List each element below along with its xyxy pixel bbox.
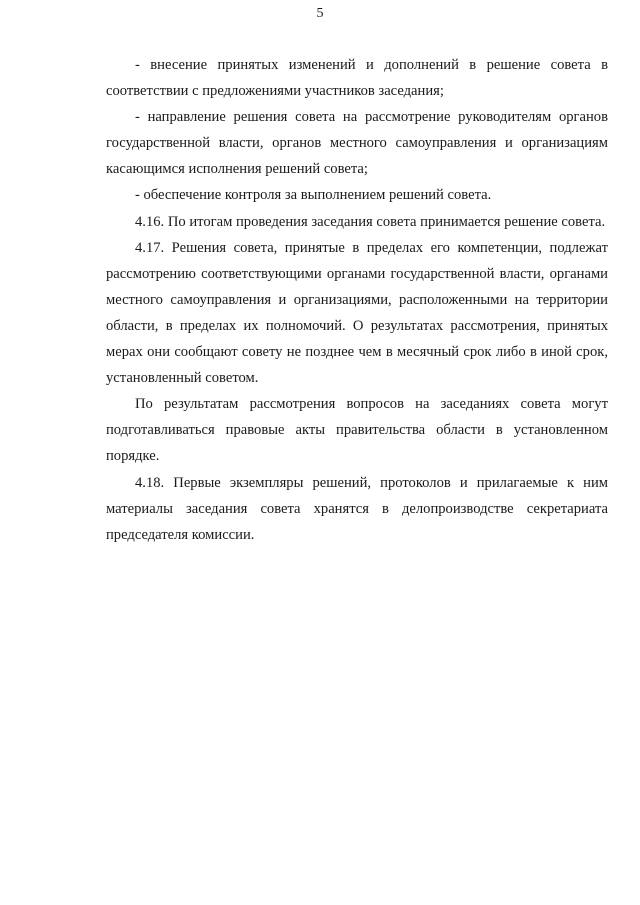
paragraph-4-16: 4.16. По итогам проведения заседания совета принимается решение совета. xyxy=(135,213,606,230)
paragraph-amendments: - внесение принятых изменений и дополнений в решение совета в соответствии с предложениями участников заседания; xyxy=(106,57,608,100)
paragraph-referral: - направление решения совета на рассмотрение руководителям органов государственной власти, органов местного самоуправления и организациям касающимся исполнения решений совета; xyxy=(106,109,608,178)
document-body xyxy=(106,52,608,548)
page-number: 5 xyxy=(316,6,324,21)
paragraph-control: - обеспечение контроля за выполнением решений совета. xyxy=(135,187,492,204)
paragraph-4-17: 4.17. Решения совета, принятые в пределах его компетенции, подлежат рассмотрению соответствующими органами государственной власти, органами местного самоуправления и организациями, расположенными на территории области, в пределах их полномочий. О результатах рассмотрения, принятых мерах они сообщают совету не позднее чем в месячный срок либо в иной срок, установленный советом. xyxy=(106,239,608,387)
paragraph-4-18: 4.18. Первые экземпляры решений, протоколов и прилагаемые к ним материалы заседания совета хранятся в делопроизводстве секретариата председателя комиссии. xyxy=(106,474,608,543)
paragraph-legal-acts: По результатам рассмотрения вопросов на заседаниях совета могут подготавливаться правовые акты правительства области в установленном порядке. xyxy=(106,396,608,465)
